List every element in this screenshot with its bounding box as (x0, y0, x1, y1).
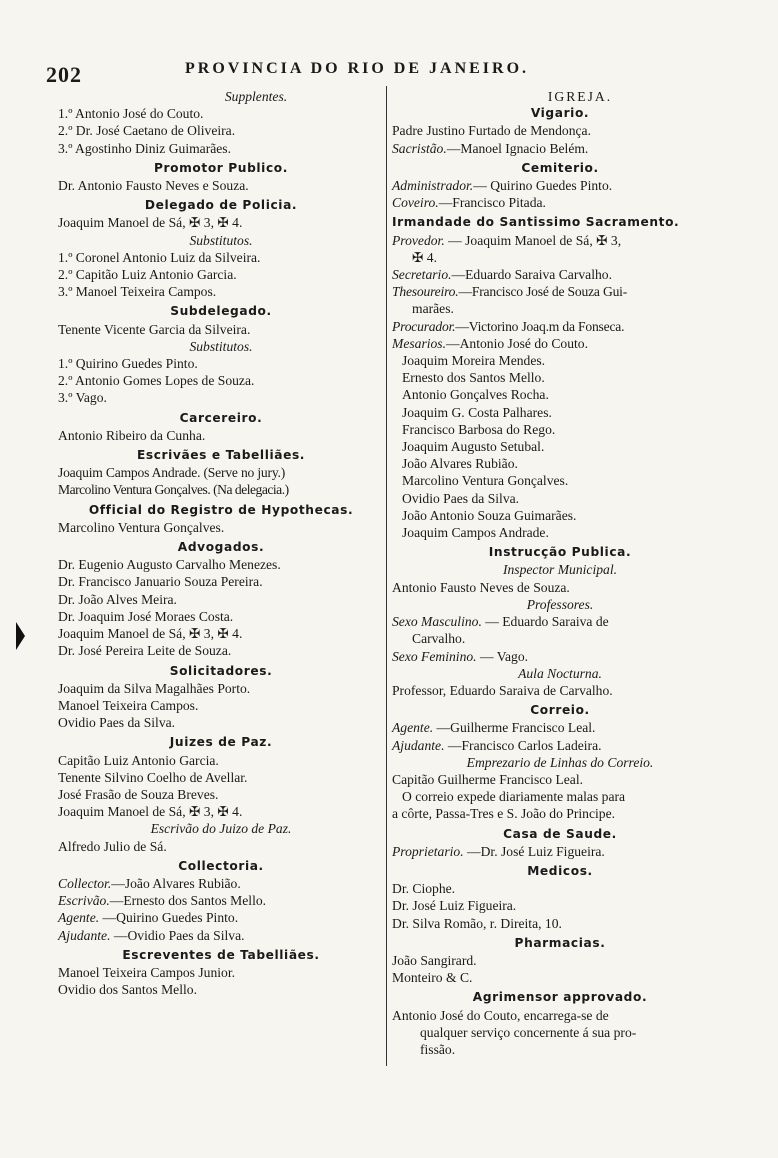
section-title-juizes: Juizes de Paz. (169, 735, 273, 750)
paragraph-line: fissão. (420, 1041, 456, 1057)
role-label: Provedor. (392, 232, 445, 248)
list-item: Manoel Teixeira Campos Junior. (58, 964, 235, 980)
role-holder: —Francisco Pitada. (438, 195, 546, 211)
list-item (392, 318, 728, 335)
role-holder: —Eduardo Saraiva Carvalho. (451, 267, 612, 283)
list-item: Joaquim Manoel de Sá, ✠ 3, ✠ 4. (58, 626, 243, 642)
list-item: 2.º Antonio Gomes Lopes de Souza. (58, 373, 255, 389)
list-item: Joaquim Manoel de Sá, ✠ 3, ✠ 4. (58, 804, 243, 820)
list-item (58, 875, 384, 892)
list-item (392, 140, 728, 157)
role-label: Sexo Masculino. (392, 614, 482, 630)
running-head: PROVINCIA DO RIO DE JANEIRO. (185, 60, 530, 77)
list-item: Dr. Ciophe. (392, 881, 456, 897)
list-item: Marcolino Ventura Gonçalves. (402, 473, 569, 489)
list-item: 1.º Antonio José do Couto. (58, 106, 204, 122)
list-item: Tenente Silvino Coelho de Avellar. (58, 769, 248, 785)
role-label: Secretario. (392, 267, 452, 283)
role-label: Administrador. (392, 178, 474, 194)
list-item: 1.º Quirino Guedes Pinto. (58, 356, 198, 372)
list-item: Marcolino Ventura Gonçalves. (Na delegacia.) (58, 482, 289, 498)
section-title-collectoria: Collectoria. (178, 858, 264, 873)
role-holder: —Dr. José Luiz Figueira. (463, 843, 605, 859)
list-item: Dr. Eugenio Augusto Carvalho Menezes. (58, 557, 281, 573)
role-label: Ajudante. (58, 927, 111, 943)
role-holder: —Ovidio Paes da Silva. (110, 927, 245, 943)
list-item (392, 737, 728, 754)
role-holder: — Eduardo Saraiva de (481, 614, 609, 630)
role-label: Agente. (392, 720, 434, 736)
list-item (392, 613, 728, 630)
section-title-irmandade: Irmandade do Santissimo Sacramento. (392, 215, 680, 230)
note-line: a côrte, Passa-Tres e S. João do Principe. (392, 806, 616, 822)
list-item (392, 177, 728, 194)
list-item: Joaquim Campos Andrade. (Serve no jury.) (58, 465, 286, 481)
section-title-saude: Casa de Saude. (503, 826, 617, 841)
role-label: Mesarios. (392, 335, 446, 351)
section-title-subdelegado: Subdelegado. (170, 304, 272, 319)
margin-mark (16, 622, 25, 650)
list-item: Dr. José Luiz Figueira. (392, 898, 517, 914)
role-holder: —Guilherme Francisco Leal. (433, 720, 596, 736)
section-title-escreventes: Escreventes de Tabelliães. (122, 947, 320, 962)
role-label: Escrivão. (58, 893, 110, 909)
list-item: Joaquim Campos Andrade. (402, 525, 549, 541)
role-holder: — Quirino Guedes Pinto. (473, 178, 613, 194)
list-item (392, 335, 728, 352)
list-item: Dr. Joaquim José Moraes Costa. (58, 608, 234, 624)
section-title-carcereiro: Carcereiro. (179, 410, 263, 425)
list-item: Ovidio Paes da Silva. (58, 715, 176, 731)
section-title-advogados: Advogados. (177, 540, 265, 555)
list-item: Capitão Luiz Antonio Garcia. (58, 752, 219, 768)
section-title-igreja: IGREJA. (547, 89, 613, 104)
list-item (392, 266, 728, 283)
section-title-substitutos: Substitutos. (189, 232, 253, 248)
section-title-delegado: Delegado de Policia. (144, 198, 298, 213)
list-item (392, 232, 728, 249)
role-label: Agente. (58, 910, 100, 926)
note-line: O correio expede diariamente malas para (402, 789, 626, 805)
list-item: Ernesto dos Santos Mello. (402, 370, 545, 386)
page-number: 202 (46, 62, 82, 87)
list-item: Dr. João Alves Meira. (58, 591, 177, 607)
role-holder: — Vago. (476, 648, 529, 664)
list-item: Antonio Ribeiro da Cunha. (58, 427, 206, 443)
list-item: Joaquim Augusto Setubal. (402, 439, 545, 455)
paragraph-line: qualquer serviço concernente á sua pro- (420, 1024, 637, 1040)
list-item: 3.º Manoel Teixeira Campos. (58, 284, 217, 300)
role-holder: —Francisco José de Souza Gui- (458, 284, 628, 300)
list-item: 3.º Vago. (58, 390, 107, 406)
section-title-pharmacias: Pharmacias. (514, 935, 606, 950)
role-label: Coveiro. (392, 195, 439, 211)
role-holder: —Francisco Carlos Ladeira. (444, 737, 602, 753)
paragraph-line: Antonio José do Couto, encarrega-se de (392, 1007, 609, 1023)
list-item: Dr. Antonio Fausto Neves e Souza. (58, 178, 249, 194)
list-item: Dr. Francisco Januario Souza Pereira. (58, 574, 263, 590)
role-label: Collector. (58, 875, 112, 891)
role-label: Sexo Feminino. (392, 648, 477, 664)
list-item-continuation: marães. (412, 301, 454, 317)
list-item: 2.º Dr. José Caetano de Oliveira. (58, 123, 236, 139)
section-title-cemiterio: Cemiterio. (521, 160, 599, 175)
list-item: Dr. José Pereira Leite de Souza. (58, 643, 232, 659)
list-item: Joaquim G. Costa Palhares. (402, 404, 552, 420)
list-item: 3.º Agostinho Diniz Guimarães. (58, 140, 231, 156)
role-label: Procurador. (392, 318, 456, 334)
section-title-correio: Correio. (530, 703, 590, 718)
section-title-instruccao: Instrucção Publica. (488, 545, 632, 560)
list-item: Joaquim Moreira Mendes. (402, 353, 546, 369)
role-holder: —Manoel Ignacio Belém. (446, 140, 589, 156)
list-item: Capitão Guilherme Francisco Leal. (392, 771, 584, 787)
list-item: Joaquim Manoel de Sá, ✠ 3, ✠ 4. (58, 215, 243, 231)
list-item: Padre Justino Furtado de Mendonça. (392, 123, 591, 139)
list-item: Francisco Barbosa do Rego. (402, 421, 556, 437)
list-item (58, 927, 384, 944)
list-item (392, 719, 728, 736)
section-title-substitutos: Substitutos. (189, 338, 253, 354)
list-item (58, 909, 384, 926)
list-item: Antonio Gonçalves Rocha. (402, 387, 549, 403)
right-column (392, 88, 728, 1058)
list-item: 1.º Coronel Antonio Luiz da Silveira. (58, 249, 261, 265)
role-label: Sacristão. (392, 140, 447, 156)
section-title-aula: Aula Nocturna. (518, 665, 602, 681)
list-item (392, 283, 728, 300)
list-item: João Antonio Souza Guimarães. (402, 507, 577, 523)
column-divider (386, 86, 387, 1066)
section-title-official: Official do Registro de Hypothecas. (88, 502, 354, 517)
section-title-inspector: Inspector Municipal. (502, 562, 617, 578)
list-item (392, 648, 728, 665)
list-item: João Sangirard. (392, 952, 477, 968)
list-item-continuation: Carvalho. (412, 631, 466, 647)
list-item: Joaquim da Silva Magalhães Porto. (58, 680, 251, 696)
section-title-supplentes: Supplentes. (224, 89, 288, 104)
role-holder: — Joaquim Manoel de Sá, ✠ 3, (444, 232, 622, 248)
role-label: Proprietario. (392, 843, 464, 859)
list-item (392, 194, 728, 211)
left-column (58, 88, 384, 998)
role-holder: —Ernesto dos Santos Mello. (109, 893, 267, 909)
list-item (58, 892, 384, 909)
list-item: Alfredo Julio de Sá. (58, 838, 167, 854)
section-title-escrivaes: Escrivães e Tabelliães. (136, 448, 306, 463)
list-item: Ovidio Paes da Silva. (402, 490, 520, 506)
list-item (392, 843, 728, 860)
section-title-medicos: Medicos. (527, 863, 593, 878)
section-title-agrimensor: Agrimensor approvado. (472, 990, 648, 1005)
list-item: Tenente Vicente Garcia da Silveira. (58, 321, 251, 337)
list-item: Monteiro & C. (392, 970, 473, 986)
list-item: Antonio Fausto Neves de Souza. (392, 579, 570, 595)
role-label: Ajudante. (392, 737, 445, 753)
section-title-escrivao-juizo: Escrivão do Juizo de Paz. (150, 821, 292, 837)
role-holder: —Victorino Joaq.m da Fonseca. (455, 318, 625, 334)
list-item: José Frasão de Souza Breves. (58, 786, 219, 802)
section-title-professores: Professores. (526, 596, 594, 612)
section-title-emprezario: Emprezario de Linhas do Correio. (466, 754, 654, 770)
list-item: Ovidio dos Santos Mello. (58, 982, 197, 998)
list-item: Professor, Eduardo Saraiva de Carvalho. (392, 682, 613, 698)
list-item: Marcolino Ventura Gonçalves. (58, 519, 225, 535)
section-title-solicitadores: Solicitadores. (169, 663, 273, 678)
list-item-continuation: ✠ 4. (412, 249, 437, 265)
role-holder: —Antonio José do Couto. (446, 335, 588, 351)
section-title-promotor: Promotor Publico. (154, 160, 288, 175)
role-holder: —João Alvares Rubião. (111, 875, 241, 891)
list-item: Dr. Silva Romão, r. Direita, 10. (392, 915, 562, 931)
list-item: Manoel Teixeira Campos. (58, 697, 199, 713)
role-label: Thesoureiro. (392, 284, 459, 300)
list-item: 2.º Capitão Luiz Antonio Garcia. (58, 267, 237, 283)
role-holder: —Quirino Guedes Pinto. (99, 910, 239, 926)
list-item: João Alvares Rubião. (402, 456, 518, 472)
section-title-vigario: Vigario. (530, 106, 590, 121)
